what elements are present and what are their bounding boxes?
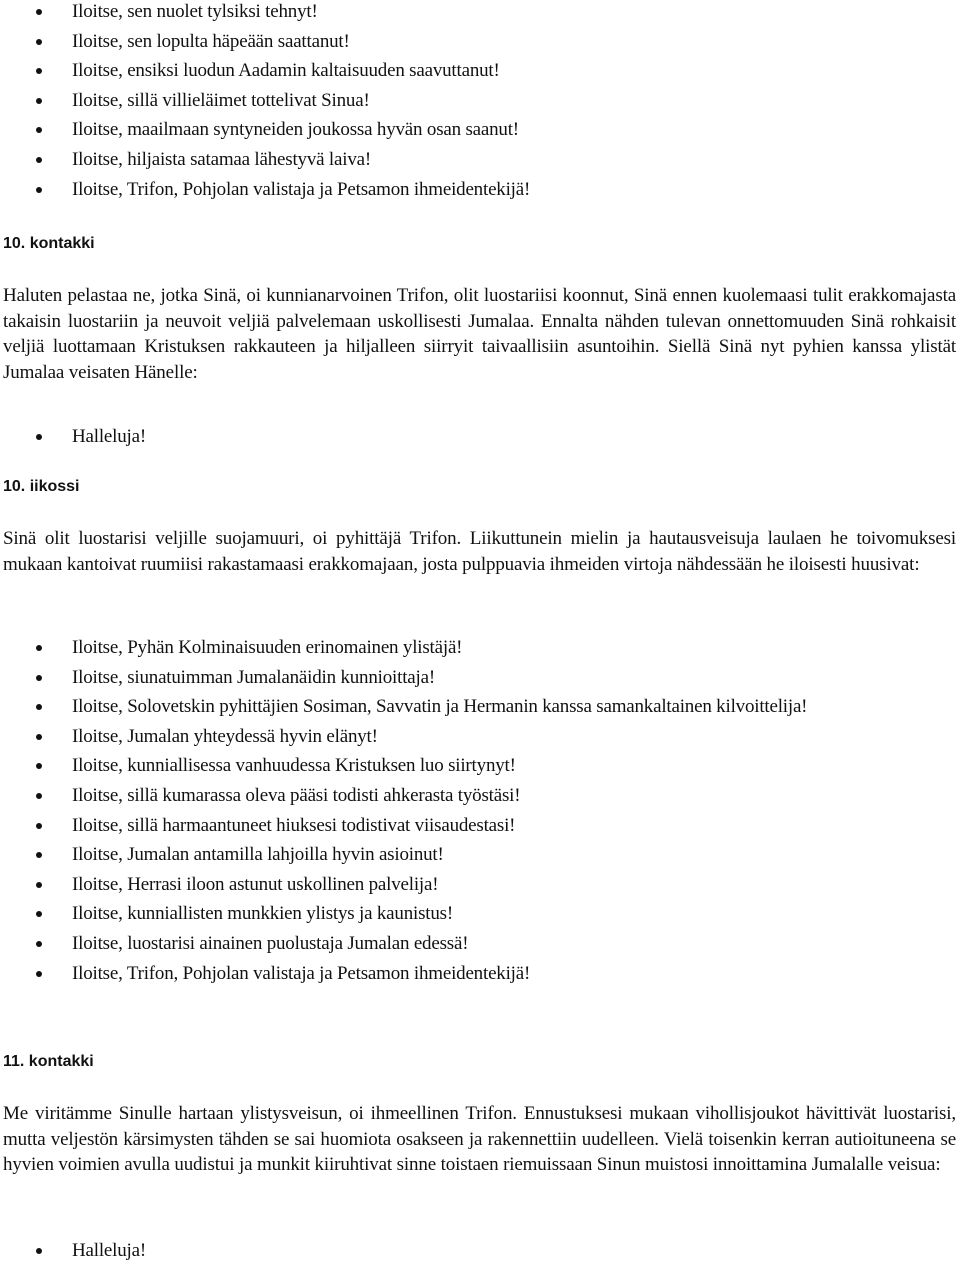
verse-line: Iloitse, ensiksi luodun Aadamin kaltaisuuden saavuttanut! [0,56,960,86]
verse-list-1 [0,0,960,204]
verse-line: Halleluja! [0,1236,960,1266]
verse-line: Iloitse, kunniallisessa vanhuudessa Kristuksen luo siirtynyt! [0,751,960,781]
section-paragraph-kontakki-11: Me viritämme Sinulle hartaan ylistysveisun, oi ihmeellinen Trifon. Ennustuksesi mukaan vihollisjoukot hävittivät luostarisi, mutta veljestön kärsimysten tähden se sai huomiota osakseen ja rakennettiin uudelleen. Vielä toisenkin kerran autioituneena se hyvien voimien avulla uudistui ja munkit kiiruhtivat sinne toistaen riemuissaan Sinun muistosi innoittamina Jumalalle veisua: [3,1103,956,1175]
verse-list-2 [0,422,960,452]
section-paragraph-kontakki-10: Haluten pelastaa ne, jotka Sinä, oi kunnianarvoinen Trifon, olit luostariisi koonnut, Sinä ennen kuolemaasi tulit erakkomajasta takaisin luostariin ja neuvoit veljiä palvelemaan uskollisesti Jumalaa. Ennalta nähden tulevan onnettomuuden Sinä rohkaisit veljiä luottamaan Kristuksen rakkauteen ja hiljalleen siirryit taivaallisiin asuntoihin. Siellä Sinä nyt pyhien kanssa ylistät Jumalaa veisaten Hänelle: [3,285,956,383]
verse-line: Iloitse, hiljaista satamaa lähestyvä laiva! [0,145,960,175]
verse-line: Iloitse, sillä villieläimet tottelivat Sinua! [0,86,960,116]
section-heading-iikossi-10: 10. iikossi [3,478,80,495]
verse-list-4 [0,1236,960,1266]
verse-line: Iloitse, sillä harmaantuneet hiuksesi todistivat viisaudestasi! [0,811,960,841]
verse-line: Iloitse, maailmaan syntyneiden joukossa hyvän osan saanut! [0,115,960,145]
section-heading-kontakki-11: 11. kontakki [3,1053,94,1070]
verse-line: Iloitse, Pyhän Kolminaisuuden erinomainen ylistäjä! [0,633,960,663]
verse-line: Halleluja! [0,422,960,452]
section-heading-kontakki-10: 10. kontakki [3,235,95,252]
verse-line: Iloitse, Trifon, Pohjolan valistaja ja Petsamon ihmeidentekijä! [0,175,960,205]
verse-line: Iloitse, Jumalan antamilla lahjoilla hyvin asioinut! [0,840,960,870]
verse-line: Iloitse, Trifon, Pohjolan valistaja ja Petsamon ihmeidentekijä! [0,959,960,989]
verse-line: Iloitse, sen nuolet tylsiksi tehnyt! [0,0,960,27]
verse-line: Iloitse, Solovetskin pyhittäjien Sosiman, Savvatin ja Hermanin kanssa samankaltainen kilvoittelija! [0,692,960,722]
verse-list-3 [0,633,960,988]
verse-line: Iloitse, siunatuimman Jumalanäidin kunnioittaja! [0,663,960,693]
verse-line: Iloitse, sillä kumarassa oleva pääsi todisti ahkerasta työstäsi! [0,781,960,811]
verse-line: Iloitse, kunniallisten munkkien ylistys ja kaunistus! [0,899,960,929]
verse-line: Iloitse, Herrasi iloon astunut uskollinen palvelija! [0,870,960,900]
verse-line: Iloitse, sen lopulta häpeään saattanut! [0,27,960,57]
verse-line: Iloitse, Jumalan yhteydessä hyvin elänyt! [0,722,960,752]
verse-line: Iloitse, luostarisi ainainen puolustaja Jumalan edessä! [0,929,960,959]
section-paragraph-iikossi-10: Sinä olit luostarisi veljille suojamuuri, oi pyhittäjä Trifon. Liikuttunein mielin ja hautausveisuja laulaen he toivomuksesi mukaan kantoivat ruumiisi rakastamaasi erakkomajaan, josta pulppuavia ihmeiden virtoja nähdessään he iloisesti huusivat: [3,528,956,575]
